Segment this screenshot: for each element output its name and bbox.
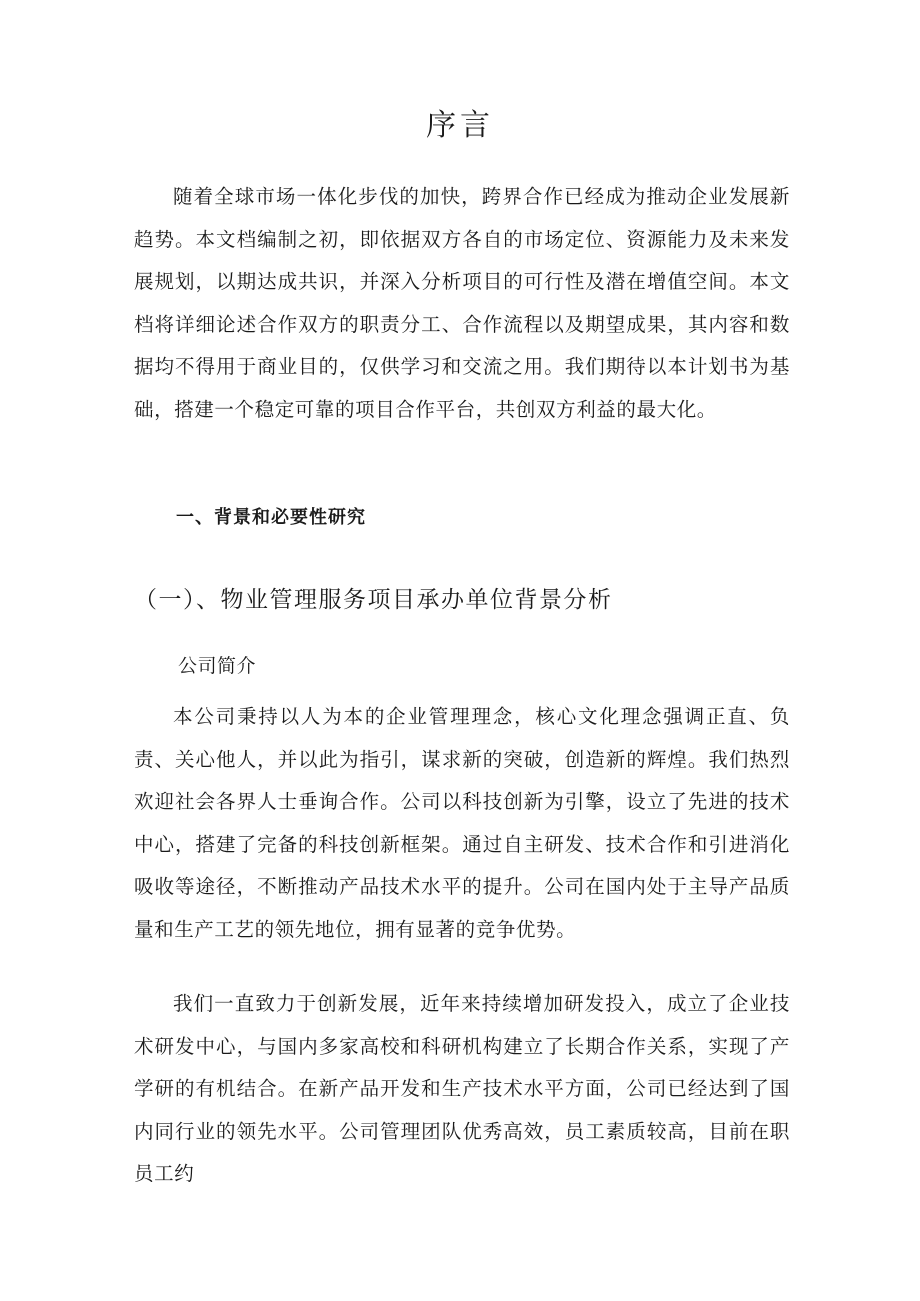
rd-paragraph: 我们一直致力于创新发展，近年来持续增加研发投入，成立了企业技术研发中心，与国内多家高校和科研机构建立了长期合作关系，实现了产学研的有机结合。在新产品开发和生产技术水平方面，公司已经达到了国内同行业的领先水平。公司管理团队优秀高效，员工素质较高，目前在职员工约 [134, 992, 790, 1185]
subsection-heading: （一）、物业管理服务项目承办单位背景分析 [134, 587, 613, 613]
intro-paragraph: 随着全球市场一体化步伐的加快，跨界合作已经成为推动企业发展新趋势。本文档编制之初，即依据双方各自的市场定位、资源能力及未来发展规划，以期达成共识，并深入分析项目的可行性及潜在增值空间。本文档将详细论述合作双方的职责分工、合作流程以及期望成果，其内容和数据均不得用于商业目的，仅供学习和交流之用。我们期待以本计划书为基础，搭建一个稳定可靠的项目合作平台，共创双方利益的最大化。 [134, 185, 790, 421]
company-heading: 公司简介 [178, 655, 257, 677]
section-heading: 一、背景和必要性研究 [176, 507, 366, 528]
document-title: 序言 [426, 108, 494, 143]
company-paragraph: 本公司秉持以人为本的企业管理理念，核心文化理念强调正直、负责、关心他人，并以此为指引，谋求新的突破，创造新的辉煌。我们热烈欢迎社会各界人士垂询合作。公司以科技创新为引擎，设立了先进的技术中心，搭建了完备的科技创新框架。通过自主研发、技术合作和引进消化吸收等途径，不断推动产品技术水平的提升。公司在国内处于主导产品质量和生产工艺的领先地位，拥有显著的竞争优势。 [134, 705, 790, 941]
